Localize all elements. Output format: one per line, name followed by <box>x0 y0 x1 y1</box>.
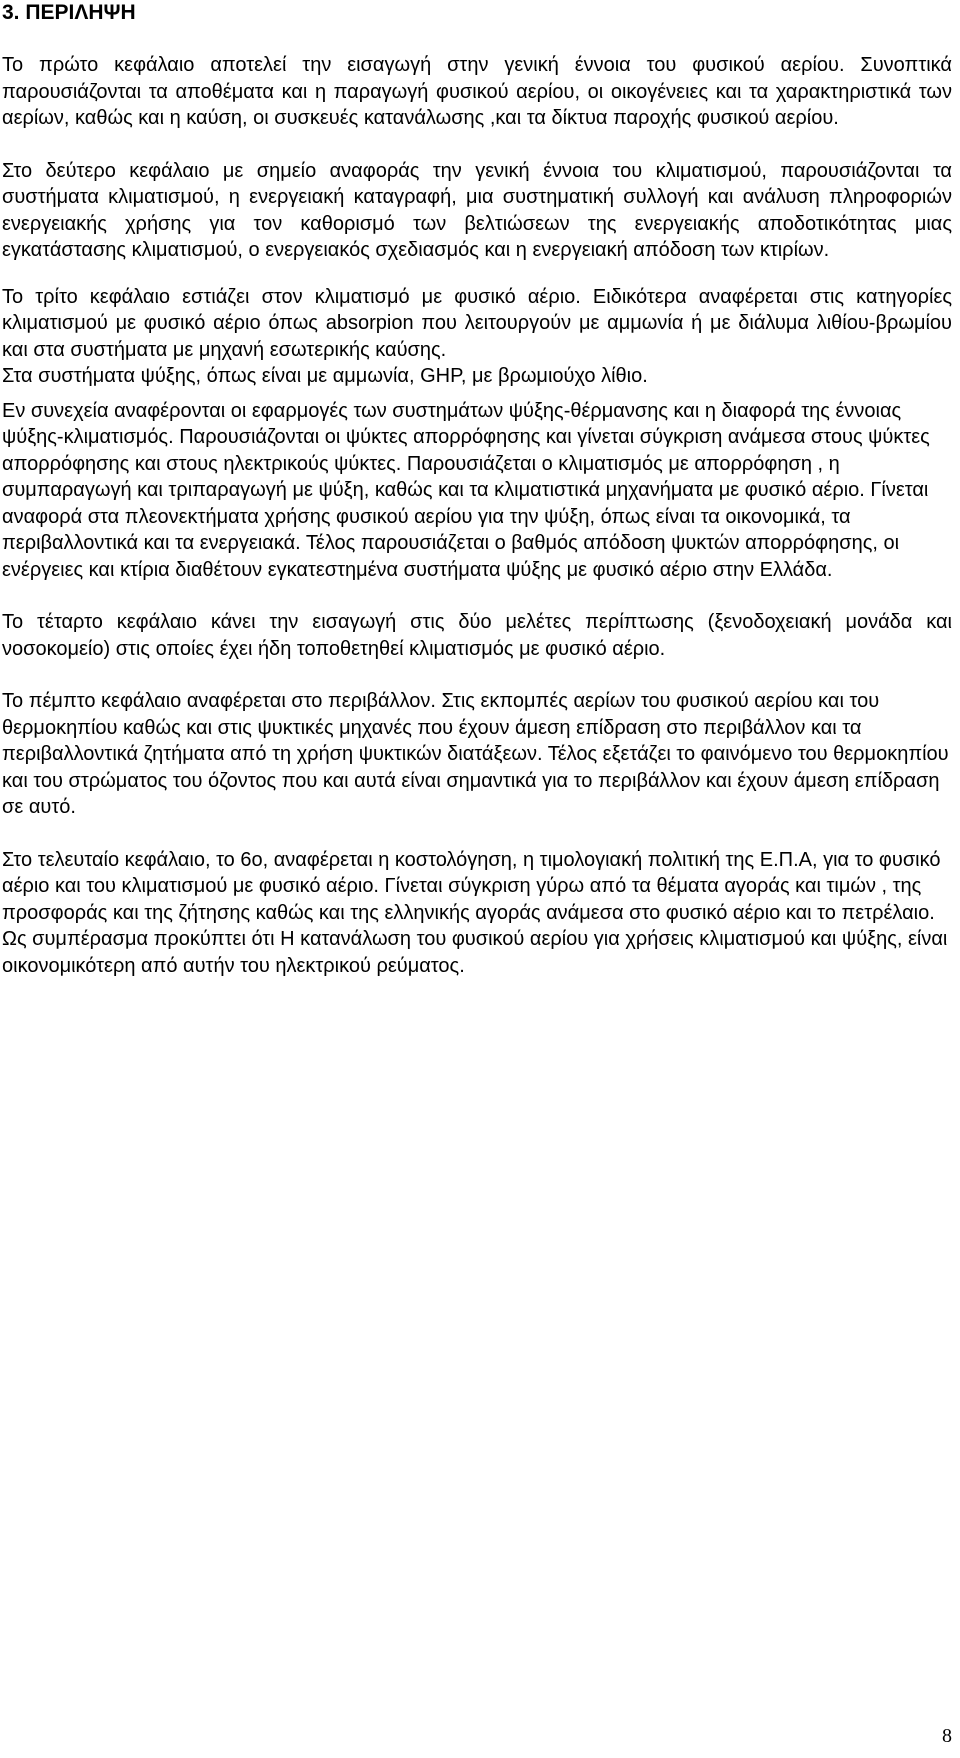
paragraph-chapter-6: Στο τελευταίο κεφάλαιο, το 6ο, αναφέρεται η κοστολόγηση, η τιμολογιακή πολιτική της Ε.Π.Α, για το φυσικό αέριο και του κλιματισμού με φυσικό αέριο. Γίνεται σύγκριση γύρω από τα θέματα αγοράς και τιμών , της προσφοράς και της ζήτησης καθώς και της ελληνικής αγοράς ανάμεσα στο φυσικό αέριο και το πετρέλαιο. Ως συμπέρασμα προκύπτει ότι Η κατανάλωση του φυσικού αερίου για χρήσεις κλιματισμού και ψύξης, είναι οικονομικότερη από αυτήν του ηλεκτρικού ρεύματος. <box>2 848 948 977</box>
paragraph-chapter-1: Το πρώτο κεφάλαιο αποτελεί την εισαγωγή στην γενική έννοια του φυσικού αερίου. Συνοπτικά παρουσιάζονται τα αποθέματα και η παραγωγή φυσικού αερίου, οι οικογένειες και τα χαρακτηριστικά των αερίων, καθώς και η καύση, οι συσκευές κατανάλωσης ,και τα δίκτυα παροχής φυσικού αερίου. <box>2 54 952 129</box>
paragraph-applications: Εν συνεχεία αναφέρονται οι εφαρμογές των συστημάτων ψύξης-θέρμανσης και η διαφορά της έννοιας ψύξης-κλιματισμός. Παρουσιάζονται οι ψύκτες απορρόφησης και γίνεται σύγκριση ανάμεσα στους ψύκτες απορρόφησης και στους ηλεκτρικούς ψύκτες. Παρουσιάζεται ο κλιματισμός με απορρόφηση , η συμπαραγωγή και τριπαραγωγή με ψύξη, καθώς και τα κλιματιστικά μηχανήματα με φυσικό αέριο. Γίνεται αναφορά στα πλεονεκτήματα χρήσης φυσικού αερίου για την ψύξη, όπως είναι τα οικονομικά, τα περιβαλλοντικά και τα ενεργειακά. Τέλος παρουσιάζεται ο βαθμός απόδοση ψυκτών απορρόφησης, οι ενέργειες και κτίρια διαθέτουν εγκατεστημένα συστήματα ψύξης με φυσικό αέριο στην Ελλάδα. <box>2 399 930 581</box>
paragraph-cooling-systems: Στα συστήματα ψύξης, όπως είναι με αμμωνία, GHP, με βρωμιούχο λίθιο. <box>2 365 648 387</box>
paragraph-chapter-5: Το πέμπτο κεφάλαιο αναφέρεται στο περιβάλλον. Στις εκπομπές αερίων του φυσικού αερίου και του θερμοκηπίου καθώς και στις ψυκτικές μηχανές που έχουν άμεση επίδραση στο περιβάλλον και τα περιβαλλοντικά ζητήματα από τη χρήση ψυκτικών διατάξεων. Τέλος εξετάζει το φαινόμενο του θερμοκηπίου και του στρώματος του όζοντος που και αυτά είναι σημαντικά για το περιβάλλον και έχουν άμεση επίδραση σε αυτό. <box>2 690 949 818</box>
page-number: 8 <box>942 1725 952 1747</box>
paragraph-chapter-2: Στο δεύτερο κεφάλαιο με σημείο αναφοράς την γενική έννοια του κλιματισμού, παρουσιάζονται τα συστήματα κλιματισμού, η ενεργειακή καταγραφή, μια συστηματική συλλογή και ανάλυση πληροφοριών ενεργειακής χρήσης για τον καθορισμό των βελτιώσεων της ενεργειακής αποδοτικότητας μιας εγκατάστασης κλιματισμού, ο ενεργειακός σχεδιασμός και η ενεργειακή απόδοση των κτιρίων. <box>2 159 952 261</box>
paragraph-chapter-3: Το τρίτο κεφάλαιο εστιάζει στον κλιματισμό με φυσικό αέριο. Ειδικότερα αναφέρεται στις κατηγορίες κλιματισμού με φυσικό αέριο όπως absorpion που λειτουργούν με αμμωνία ή με διάλυμα λιθίου-βρωμίου και στα συστήματα με μηχανή εσωτερικής καύσης. <box>2 285 952 361</box>
section-heading: 3. ΠΕΡΙΛΗΨΗ <box>2 1 136 24</box>
paragraph-chapter-4: Το τέταρτο κεφάλαιο κάνει την εισαγωγή στις δύο μελέτες περίπτωσης (ξενοδοχειακή μονάδα και νοσοκομείο) στις οποίες έχει ήδη τοποθετηθεί κλιματισμός με φυσικό αέριο. <box>2 611 952 660</box>
document-body <box>2 52 952 979</box>
